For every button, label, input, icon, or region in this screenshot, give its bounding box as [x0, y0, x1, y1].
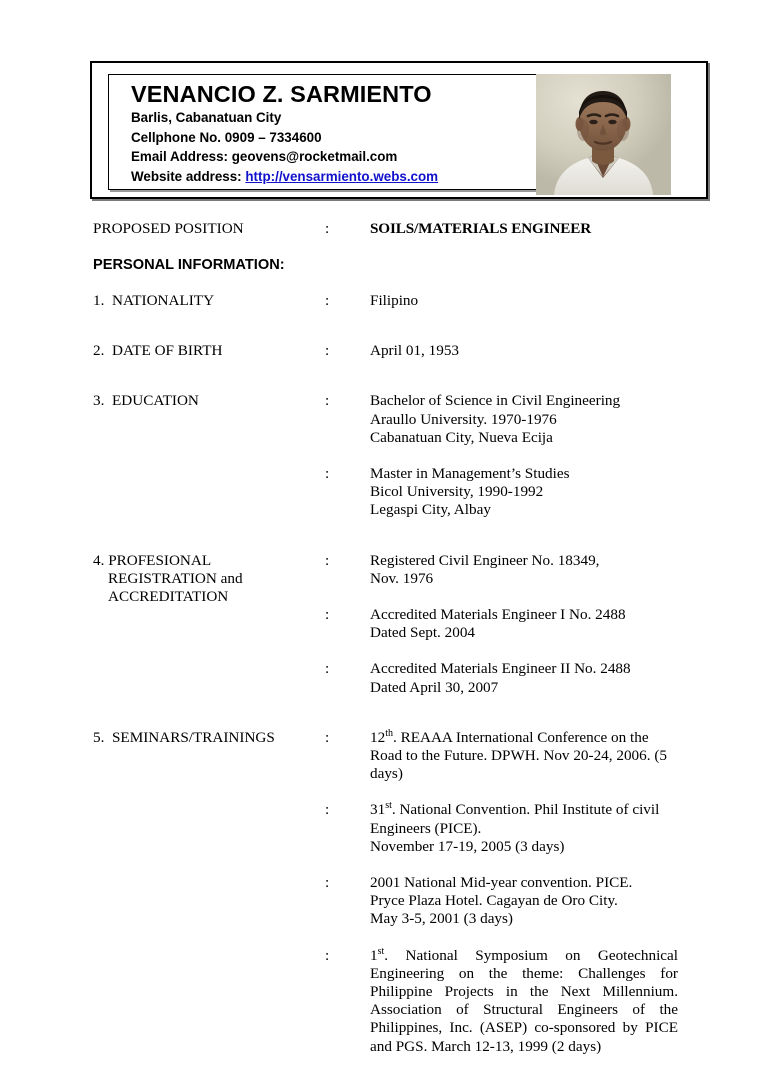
entry-value: [370, 465, 678, 520]
proposed-position-value: SOILS/MATERIALS ENGINEER: [370, 220, 592, 237]
entry-colon: :: [325, 606, 330, 623]
portrait-photo-icon: [536, 74, 671, 195]
proposed-position-colon: :: [325, 220, 330, 237]
entry-line: November 17-19, 2005 (3 days): [370, 837, 565, 855]
entry-value: [370, 801, 678, 856]
ordinal-suffix: st: [385, 800, 392, 812]
entry-value: [370, 342, 678, 360]
entry-line: Filipino: [370, 292, 419, 309]
website-label: Website address:: [131, 168, 246, 184]
entry-line: 2001 National Mid-year convention. PICE.: [370, 874, 633, 891]
entry-line: 12th. REAAA International Conference on the: [370, 727, 649, 746]
entry-colon: :: [325, 292, 330, 309]
entry-line: April 01, 1953: [370, 342, 460, 360]
candidate-website-row: [131, 167, 537, 187]
entry-value: [370, 729, 678, 784]
entry-colon: :: [325, 728, 330, 746]
candidate-address: Barlis, Cabanatuan City: [131, 110, 282, 125]
entry-value: [370, 392, 678, 447]
entry-line: Bachelor of Science in Civil Engineering: [370, 392, 621, 410]
entry-line: days): [370, 765, 403, 783]
item-label-text: 5. SEMINARS/TRAININGS: [93, 728, 275, 746]
entry-value: [370, 292, 678, 310]
entry-colon: :: [325, 946, 330, 964]
candidate-cellphone: Cellphone No. 0909 – 7334600: [131, 129, 322, 145]
item-label: [93, 729, 323, 747]
entry-value: [370, 874, 678, 929]
entry-value: [370, 606, 678, 642]
entry-line: Registered Civil Engineer No. 18349,: [370, 551, 600, 569]
ordinal-suffix: st: [377, 945, 385, 957]
item-label-text: 4. PROFESIONAL: [93, 551, 212, 569]
proposed-position-label: PROPOSED POSITION: [93, 220, 244, 237]
page-title: VENANCIO Z. SARMIENTO: [131, 81, 432, 107]
entry-colon: :: [325, 465, 330, 482]
ordinal-suffix: th: [385, 727, 393, 739]
item-label: [93, 392, 323, 410]
entry-colon: :: [325, 551, 330, 569]
entry-line: Dated April 30, 2007: [370, 678, 499, 696]
item-label: [93, 552, 323, 607]
website-link[interactable]: http://vensarmiento.webs.com: [245, 168, 439, 184]
entry-line: Accredited Materials Engineer II No. 2488: [370, 660, 631, 678]
entry-line: Legaspi City, Albay: [370, 501, 491, 519]
entry-line: Master in Management’s Studies: [370, 465, 570, 482]
avatar: [536, 74, 671, 195]
entry-line: Araullo University. 1970-1976: [370, 410, 557, 428]
entry-line: Nov. 1976: [370, 569, 434, 587]
item-label-continuation: REGISTRATION and: [108, 569, 243, 587]
entry-line: 31st. National Convention. Phil Institute of civil: [370, 800, 660, 819]
entry-line: Engineers (PICE).: [370, 819, 482, 837]
entry-line: Cabanatuan City, Nueva Ecija: [370, 428, 553, 446]
item-label: [93, 342, 323, 360]
item-label-text: 2. DATE OF BIRTH: [93, 342, 223, 360]
entry-line: Pryce Plaza Hotel. Cagayan de Oro City.: [370, 892, 618, 910]
entry-line: Accredited Materials Engineer I No. 2488: [370, 606, 626, 623]
header-box: [90, 61, 708, 199]
candidate-email: Email Address: geovens@rocketmail.com: [131, 149, 398, 165]
entry-colon: :: [325, 660, 330, 678]
personal-information-heading: PERSONAL INFORMATION:: [93, 257, 285, 273]
entry-colon: :: [325, 801, 330, 819]
entry-line: Road to the Future. DPWH. Nov 20-24, 2006. (5: [370, 747, 667, 764]
item-label-text: 3. EDUCATION: [93, 392, 199, 410]
contact-info-box: [108, 74, 538, 190]
item-label-text: 1. NATIONALITY: [93, 292, 215, 309]
entry-colon: :: [325, 392, 330, 410]
entry-line: Dated Sept. 2004: [370, 624, 476, 642]
item-label: [93, 292, 323, 310]
entry-colon: :: [325, 342, 330, 360]
entry-value: [370, 660, 678, 696]
entry-line: Bicol University, 1990-1992: [370, 483, 544, 501]
entry-line: May 3-5, 2001 (3 days): [370, 910, 513, 928]
entry-value: [370, 552, 678, 588]
entry-colon: :: [325, 874, 330, 891]
entry-value: 1st. National Symposium on Geotechnical Engineering on the theme: Challenges for Philippine Projects in the Next Millennium. Association of Structural Engineers of the Philippines, Inc. (ASEP) co-sponsored by PICE and PGS. March 12-13, 1999 (2 days): [370, 945, 678, 1055]
item-label-continuation: ACCREDITATION: [108, 588, 229, 605]
